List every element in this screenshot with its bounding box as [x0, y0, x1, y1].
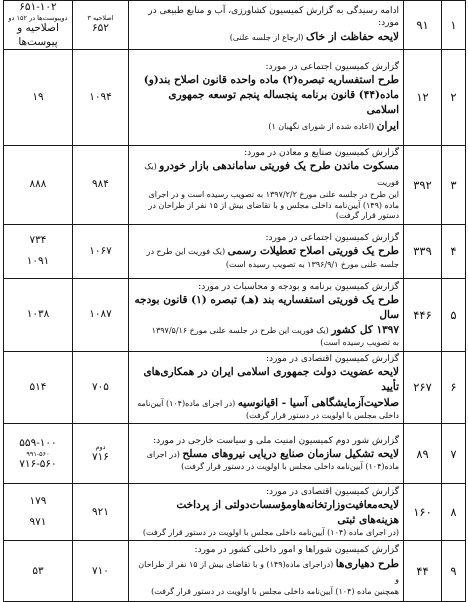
- content-line: [133, 88, 399, 118]
- reference-numbers: [4, 49, 73, 145]
- content-line: [133, 119, 399, 134]
- document-value: ۱۰۹۴: [89, 90, 112, 103]
- bill-title: طرح استفساریه تبصره(۲) ماده واحده قانون اصلاح بند(و): [143, 74, 399, 86]
- agenda-table: [3, 0, 466, 602]
- reference-value: ۵۱۴: [29, 380, 47, 393]
- document-number: [73, 423, 129, 484]
- content-line: (در اجرای ماده (۱۰۴) آیین‌نامه داخلی مجلس با اولویت در دستور قرار گرفت): [142, 528, 399, 538]
- reference-value: ۱۹: [32, 90, 44, 103]
- agenda-row: [4, 145, 466, 224]
- document-number: [73, 279, 129, 352]
- content-line: [133, 498, 399, 528]
- row-number: ۸: [442, 484, 466, 541]
- content-line: به تصویب رسیده است): [320, 338, 399, 348]
- content-line: گزارش کمیسیون اقتصادی در مورد:: [265, 486, 399, 497]
- row-number: ۱: [442, 1, 466, 50]
- document-number: [73, 1, 129, 50]
- bill-title: طرح یک فوریتی اصلاح تعطیلات رسمی: [227, 245, 399, 258]
- reference-numbers: [4, 541, 73, 602]
- bill-note: (یک فوریت این طرح در: [146, 247, 228, 257]
- row-number: ۳: [442, 145, 466, 224]
- content-line: گزارش کمیسیون اجتماعی در مورد:: [265, 61, 399, 72]
- document-value: ۶۵۲: [92, 22, 109, 35]
- reference-numbers: [4, 224, 73, 279]
- content-line: گزارش شور دوم کمیسیون امنیت ملی و سیاست خارجی در مورد:: [153, 435, 399, 446]
- row-content: [129, 1, 404, 50]
- reference-value: ۸۸۸: [29, 178, 47, 191]
- agenda-row: [4, 541, 466, 602]
- bill-title: لایحه‌معافیت‌وزارتخانه‌هاومؤسسات‌دولتی از پرداخت هزینه‌های ثبتی: [176, 498, 399, 527]
- content-line: [133, 73, 399, 88]
- row-code: ۱۶۰: [404, 484, 442, 541]
- content-line: [133, 365, 399, 395]
- bill-title: لایحه عضویت دولت جمهوری اسلامی ایران در همکاری‌های تأیید: [143, 366, 399, 394]
- document-value: ۱۰۸۷: [89, 308, 112, 321]
- agenda-row: [4, 484, 466, 541]
- content-line: داخلی مجلس با اولویت در دستور قرار گرفت): [246, 410, 399, 420]
- reference-value: ۱۷۹: [29, 495, 47, 508]
- row-content: [129, 49, 404, 145]
- bill-title: طرح دهیاری‌ها: [335, 557, 399, 570]
- content-line: این طرح در جلسه علنی مورخ ۱۳۹۷/۲/۲ به تصویب رسیده است و در اجرای ماده (۱۴۹) آیین‌نامه داخلی مجلس و با تقاضای بیش از ۱۵ نفر از طراحان در دستور قرار گرفت): [148, 189, 399, 221]
- bill-note: (در اجرای ماده(۱۰۴) آیین‌نامه: [137, 398, 238, 408]
- content-line: ادامه رسیدگی به گزارش کمیسیون کشاورزی، آب و منابع طبیعی در مورد:: [148, 6, 399, 29]
- row-number: ۴: [442, 224, 466, 279]
- row-content: [129, 351, 404, 423]
- content-line: [133, 293, 399, 323]
- row-number: ۲: [442, 49, 466, 145]
- bill-title: ایران: [376, 119, 399, 132]
- document-value: ۷۰۵: [92, 380, 109, 393]
- row-number: ۹: [442, 541, 466, 602]
- agenda-row: [4, 49, 466, 145]
- document-number: [73, 224, 129, 279]
- reference-value: ۵۳: [32, 564, 44, 577]
- content-line: همچنین ماده (۱۰۴) آیین‌نامه داخلی مجلس با اولویت در دستور قرار گرفت): [151, 587, 399, 597]
- row-code: ۴۴۶: [404, 279, 442, 352]
- document-number: [73, 541, 129, 602]
- bill-title: ماده(۴۴) قانون برنامه پنجساله پنجم توسعه جمهوری اسلامی: [168, 89, 399, 117]
- bill-note: (اعاده شده از شورای نگهبان ۱): [268, 121, 377, 131]
- agenda-row: [4, 1, 466, 50]
- row-code: ۱۲: [404, 49, 442, 145]
- row-number: ۶: [442, 351, 466, 423]
- row-content: [129, 541, 404, 602]
- content-line: [133, 557, 399, 587]
- reference-value: ۵۵۹-۱۰۰: [19, 436, 57, 449]
- content-line: گزارش کمیسیون صنایع و معادن در مورد:: [244, 148, 399, 159]
- row-code: ۲۶۷: [404, 351, 442, 423]
- row-content: [129, 423, 404, 484]
- row-code: ۹۱: [404, 1, 442, 50]
- content-line: [133, 396, 399, 411]
- content-line: [133, 244, 399, 259]
- document-value: ۹۲۱: [92, 505, 109, 518]
- content-line: گزارش کمیسیون اجتماعی در مورد:: [265, 233, 399, 244]
- row-content: [129, 484, 404, 541]
- reference-numbers: [4, 484, 73, 541]
- bill-note: (یک فوریت این طرح در جلسه علنی مورخ ۱۳۹۷/۵/۱۶: [151, 326, 332, 336]
- agenda-row: [4, 423, 466, 484]
- agenda-row: [4, 224, 466, 279]
- document-value: ۷۱۶: [92, 451, 109, 464]
- row-content: [129, 279, 404, 352]
- row-code: ۸۹: [404, 423, 442, 484]
- content-line: [133, 30, 399, 45]
- bill-title: لایحه حفاظت از خاک: [305, 30, 399, 43]
- document-note: دوم: [95, 443, 106, 452]
- row-code: ۴۴: [404, 541, 442, 602]
- row-code: ۳۹۲: [404, 145, 442, 224]
- reference-numbers: [4, 423, 73, 484]
- reference-value: ۹۷۱: [29, 516, 47, 529]
- document-number: [73, 351, 129, 423]
- row-number: ۷: [442, 423, 466, 484]
- document-value: ۱۰۶۷: [89, 244, 112, 257]
- content-line: جلسه علنی مورخ ۱۳۹۶/۹/۱ به تصویب رسیده است): [225, 259, 399, 269]
- content-line: ماده(۱۰۴) آیین‌نامه داخلی مجلس با اولویت در دستور قرار گرفت): [181, 461, 399, 471]
- reference-numbers: [4, 1, 73, 50]
- reference-value: ۶۵۱-۱۰۲: [19, 1, 57, 14]
- bill-title: طرح یک فوریتی استفساریه بند (هـ) تبصره (۱) قانون بودجه سال: [134, 293, 399, 321]
- reference-value: ۷۱۶-۵۶۰: [19, 457, 57, 470]
- content-line: [133, 159, 399, 189]
- row-content: [129, 145, 404, 224]
- bill-title: ۱۳۹۷ کل کشور: [331, 324, 399, 337]
- agenda-row: [4, 351, 466, 423]
- row-code: ۳۳۹: [404, 224, 442, 279]
- content-line: گزارش کمیسیون شوراها و امور داخلی کشور در مورد:: [194, 545, 399, 556]
- bill-title: لایحه تشکیل سازمان صنایع دریایی نیروهای مسلح: [182, 447, 399, 460]
- reference-numbers: [4, 279, 73, 352]
- reference-numbers: [4, 351, 73, 423]
- document-number: [73, 484, 129, 541]
- row-content: [129, 224, 404, 279]
- reference-numbers: [4, 145, 73, 224]
- reference-value: ۷۳۴: [29, 234, 47, 247]
- document-number: [73, 49, 129, 145]
- row-number: ۵: [442, 279, 466, 352]
- agenda-row: [4, 279, 466, 352]
- bill-note: (ارجاع از جلسه علنی): [229, 32, 306, 42]
- bill-note: (در اجرای: [146, 449, 183, 459]
- content-line: گزارش کمیسیون برنامه و بودجه و محاسبات در مورد:: [198, 281, 399, 292]
- reference-value: ۹۹۱-۵۶۰: [26, 449, 50, 458]
- document-note: اصلاحیه ۳: [87, 14, 114, 23]
- document-value: ۹۸۴: [92, 178, 109, 191]
- document-number: [73, 145, 129, 224]
- content-line: گزارش کمیسیون اقتصادی در مورد:: [265, 354, 399, 364]
- bill-note: (دراجرای ماده(۱۴۹) و با تقاضای بیش از ۱۵ نفر از طراحان و: [138, 559, 399, 584]
- reference-value: ۱۰۳۸: [26, 308, 50, 321]
- content-line: [133, 323, 399, 338]
- bill-note: (یک فوریت: [144, 162, 399, 187]
- bill-title: صلاحیت‌آزمایشگاهی آسیا - اقیانوسیه: [237, 396, 399, 409]
- reference-value: دوپیوست‌ها در ۱۵۲ دو: [8, 14, 68, 23]
- document-value: ۷۱۰: [92, 564, 109, 577]
- reference-value: اصلاحیه و پیوست‌ها: [17, 22, 59, 48]
- reference-value: ۱۰۹۱: [26, 255, 50, 268]
- content-line: [133, 447, 399, 462]
- bill-title: مسکوت ماندن طرح یک فوریتی ساماندهی بازار خودرو: [159, 160, 399, 173]
